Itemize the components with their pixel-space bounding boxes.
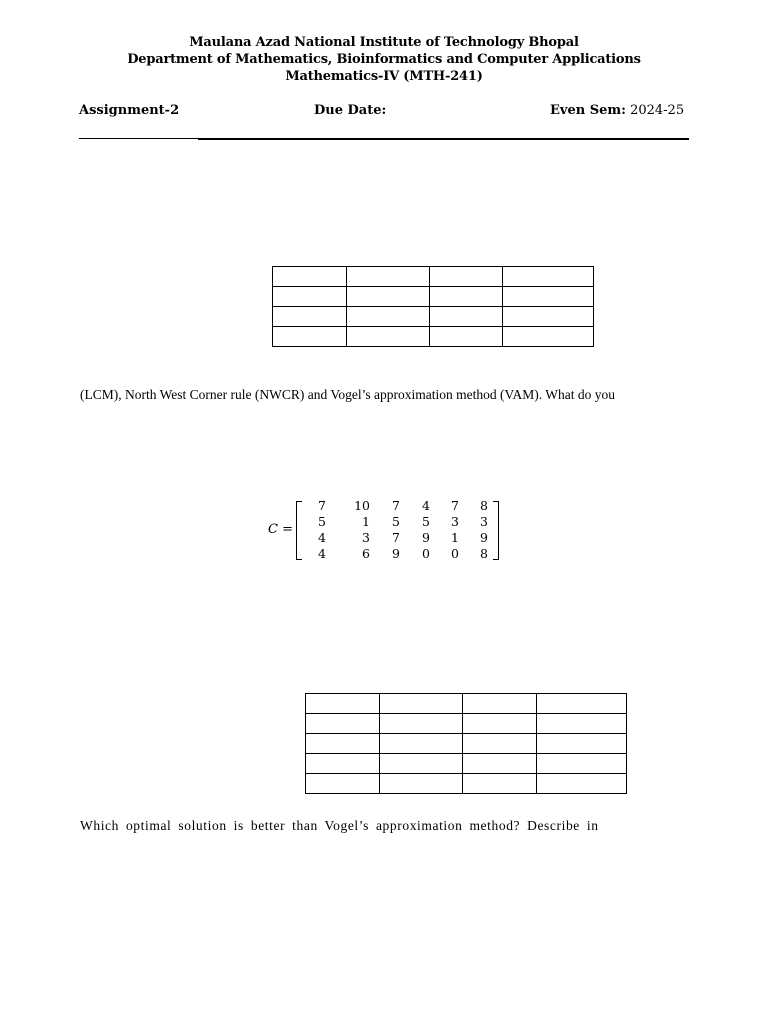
assignment-label: Assignment-2 (79, 103, 180, 118)
matrix-row (304, 498, 494, 514)
header-divider (198, 138, 689, 140)
table-row (306, 754, 627, 774)
department-name: Department of Mathematics, Bioinformatics and Computer Applications (127, 52, 641, 67)
matrix-cell: 1 (451, 530, 459, 545)
matrix-cell: 3 (362, 530, 370, 545)
matrix-cell: 7 (451, 498, 459, 513)
matrix-cell: 7 (392, 530, 400, 545)
matrix-row (304, 514, 494, 530)
matrix-cell: 9 (480, 530, 488, 545)
matrix-cell: 8 (480, 498, 488, 513)
question-text-line-1: (LCM), North West Corner rule (NWCR) and Vogel’s approximation method (VAM). What do you (80, 387, 615, 402)
matrix-cell: 9 (422, 530, 430, 545)
table-row (273, 267, 594, 287)
matrix-cell: 7 (392, 498, 400, 513)
matrix-row (304, 530, 494, 546)
matrix-row (304, 546, 494, 562)
table-row (273, 327, 594, 347)
due-date-label: Due Date: (314, 103, 387, 118)
matrix-cell: 1 (362, 514, 370, 529)
matrix-cell: 3 (480, 514, 488, 529)
table-row (273, 307, 594, 327)
table-row (306, 714, 627, 734)
matrix-cell: 0 (451, 546, 459, 561)
matrix-cell: 4 (318, 546, 326, 561)
matrix-cell: 5 (392, 514, 400, 529)
table-row (306, 694, 627, 714)
semester-info: Even Sem: 2024-25 (550, 103, 685, 118)
matrix-label: C = (268, 522, 293, 537)
matrix-cell: 4 (422, 498, 430, 513)
table-row (306, 734, 627, 754)
matrix-cell: 0 (422, 546, 430, 561)
matrix-cell: 3 (451, 514, 459, 529)
course-title: Mathematics-IV (MTH-241) (285, 69, 483, 84)
question-text-line-2: Which optimal solution is better than Vogel’s approximation method? Describe in (80, 818, 599, 833)
table-row (306, 774, 627, 794)
matrix-left-bracket (296, 501, 302, 560)
table-row (273, 287, 594, 307)
empty-table-2 (305, 693, 627, 794)
matrix-cell: 7 (318, 498, 326, 513)
institute-name: Maulana Azad National Institute of Technology Bhopal (189, 35, 579, 50)
matrix-cell: 5 (318, 514, 326, 529)
matrix-cell: 9 (392, 546, 400, 561)
header-divider-thin (79, 138, 199, 139)
matrix-cell: 6 (362, 546, 370, 561)
matrix-cell: 5 (422, 514, 430, 529)
matrix-cell: 8 (480, 546, 488, 561)
matrix-cell: 4 (318, 530, 326, 545)
matrix-cell: 10 (354, 498, 370, 513)
empty-table-1 (272, 266, 594, 347)
